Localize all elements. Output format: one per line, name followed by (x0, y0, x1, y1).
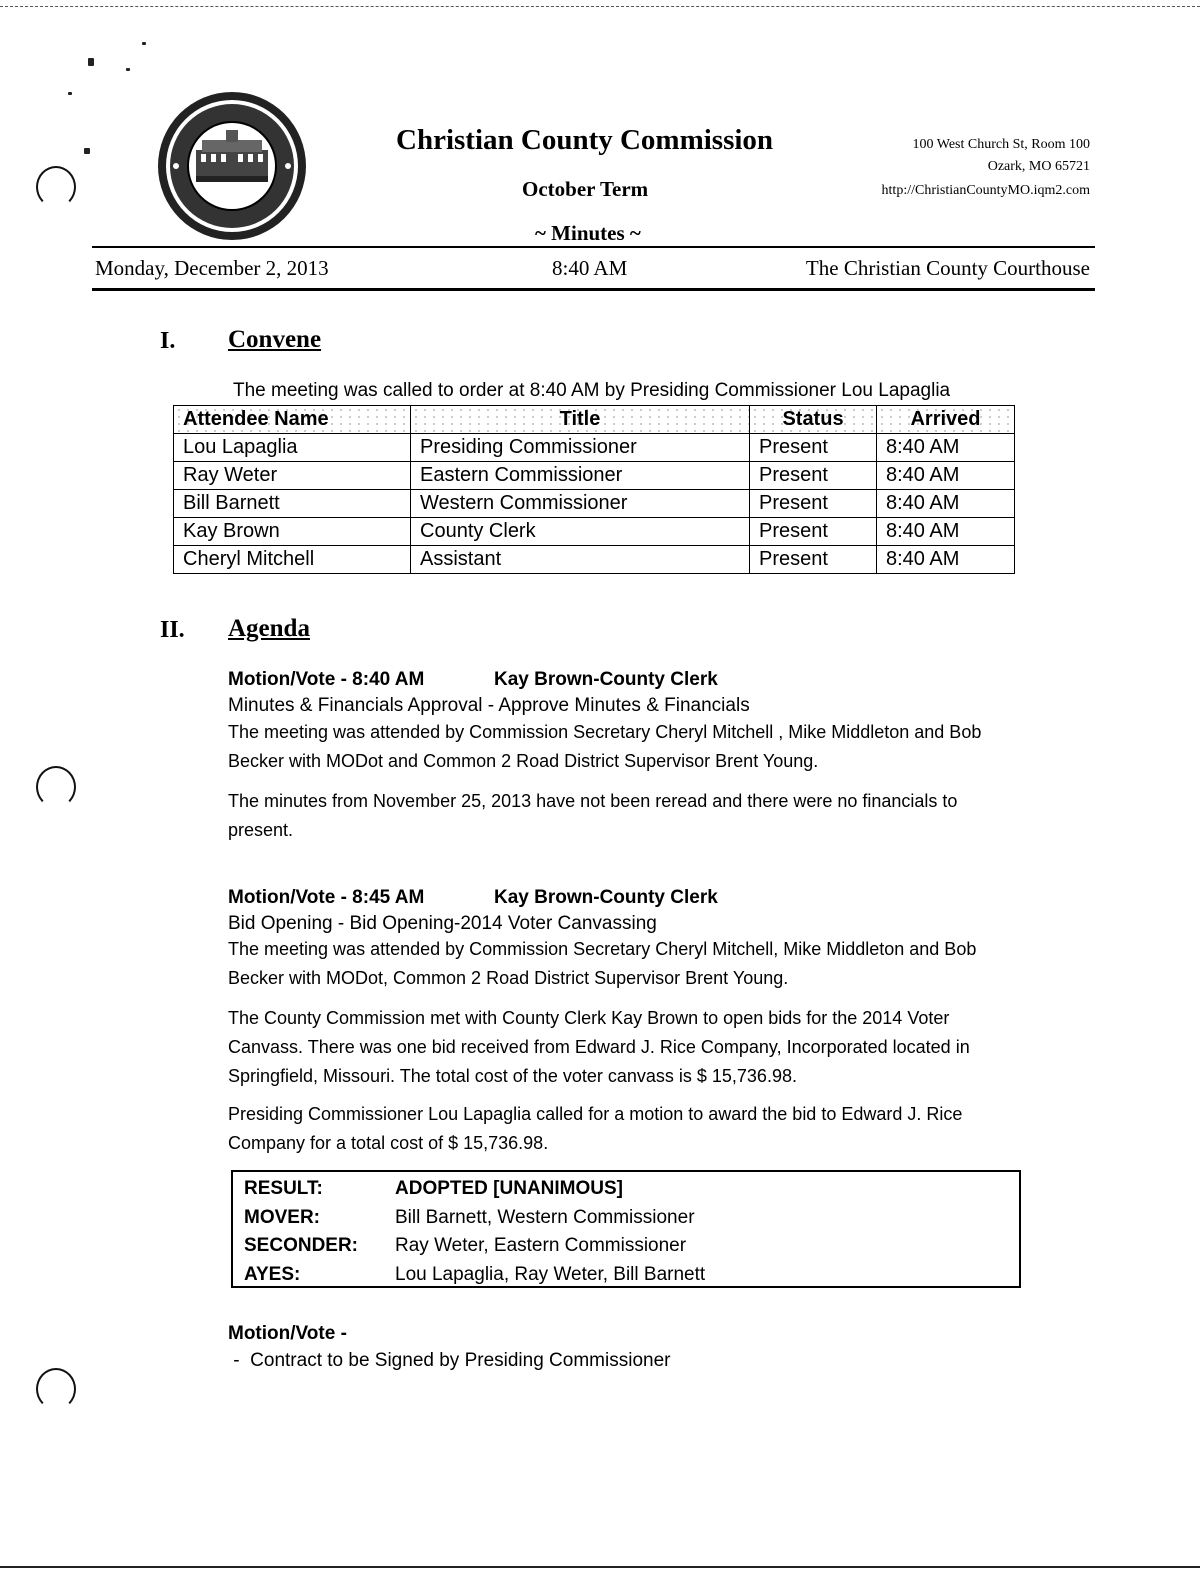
address-line-1: 100 West Church St, Room 100 (912, 137, 1090, 152)
vote-result-box (231, 1170, 1021, 1288)
motion-text: The minutes from November 25, 2013 have not been reread and there were no financials to (228, 791, 958, 811)
motion-text: The meeting was attended by Commission Secretary Cheryl Mitchell, Mike Middleton and Bob (228, 939, 977, 959)
motion-text: Becker with MODot and Common 2 Road District Supervisor Brent Young. (228, 751, 819, 771)
attendee-title: Western Commissioner (411, 490, 750, 518)
motion-heading: Motion/Vote - 8:45 AM (228, 887, 425, 908)
attendee-name: Lou Lapaglia (174, 434, 411, 462)
attendee-title: Presiding Commissioner (411, 434, 750, 462)
motion-subject: Bid Opening - Bid Opening-2014 Voter Canvassing (228, 913, 657, 934)
header-divider (92, 246, 1095, 248)
seconder-value: Ray Weter, Eastern Commissioner (395, 1235, 687, 1256)
motion-text: Presiding Commissioner Lou Lapaglia called for a motion to award the bid to Edward J. Rice (228, 1104, 963, 1124)
scan-bottom-edge (0, 1566, 1200, 1568)
attendee-name: Kay Brown (174, 518, 411, 546)
attendee-arrived: 8:40 AM (877, 546, 1015, 574)
header-divider (92, 288, 1095, 291)
attendee-name: Bill Barnett (174, 490, 411, 518)
result-value: ADOPTED [UNANIMOUS] (395, 1178, 623, 1199)
mover-value: Bill Barnett, Western Commissioner (395, 1207, 695, 1228)
motion-presenter: Kay Brown-County Clerk (494, 887, 718, 908)
table-row (174, 434, 1015, 462)
meeting-location: The Christian County Courthouse (805, 256, 1090, 280)
attendee-arrived: 8:40 AM (877, 462, 1015, 490)
punch-hole-mark (36, 1368, 76, 1410)
table-row (174, 518, 1015, 546)
motion-text: The County Commission met with County Clerk Kay Brown to open bids for the 2014 Voter (228, 1008, 950, 1028)
attendee-table (173, 405, 1015, 574)
meeting-time: 8:40 AM (552, 256, 628, 280)
scan-speck (68, 92, 72, 95)
seconder-label: SECONDER: (244, 1235, 359, 1256)
result-label: RESULT: (244, 1178, 323, 1199)
attendee-status: Present (750, 546, 877, 574)
attendee-arrived: 8:40 AM (877, 434, 1015, 462)
punch-hole-mark (36, 166, 76, 208)
table-row (174, 546, 1015, 574)
section-number: II. (160, 617, 185, 643)
column-header: Status (750, 406, 877, 434)
commission-title: Christian County Commission (396, 124, 774, 156)
motion-heading: Motion/Vote - (228, 1323, 347, 1344)
motion-text: The meeting was attended by Commission Secretary Cheryl Mitchell , Mike Middleton and Bob (228, 722, 982, 742)
motion-subject: - Contract to be Signed by Presiding Commissioner (228, 1350, 671, 1371)
scan-speck (84, 148, 90, 154)
attendee-name: Ray Weter (174, 462, 411, 490)
attendee-status: Present (750, 434, 877, 462)
scan-speck (126, 68, 130, 71)
attendee-title: Assistant (411, 546, 750, 574)
table-row (174, 490, 1015, 518)
attendee-title: Eastern Commissioner (411, 462, 750, 490)
table-row (174, 462, 1015, 490)
scan-top-edge (0, 6, 1200, 7)
section-number: I. (160, 328, 176, 354)
county-seal-logo (156, 90, 308, 242)
scan-speck (88, 58, 94, 66)
address-line-2: Ozark, MO 65721 (987, 159, 1090, 174)
scan-speck (142, 42, 146, 45)
convene-intro: The meeting was called to order at 8:40 AM by Presiding Commissioner Lou Lapaglia (233, 380, 951, 401)
column-header: Arrived (877, 406, 1015, 434)
motion-text: Company for a total cost of $ 15,736.98. (228, 1133, 549, 1153)
attendee-status: Present (750, 490, 877, 518)
ayes-label: AYES: (244, 1264, 301, 1285)
ayes-value: Lou Lapaglia, Ray Weter, Bill Barnett (395, 1264, 706, 1285)
motion-text: Canvass. There was one bid received from Edward J. Rice Company, Incorporated located in (228, 1037, 970, 1057)
motion-text: Becker with MODot, Common 2 Road District Supervisor Brent Young. (228, 968, 789, 988)
motion-text: present. (228, 820, 294, 840)
attendee-arrived: 8:40 AM (877, 490, 1015, 518)
attendee-status: Present (750, 462, 877, 490)
attendee-arrived: 8:40 AM (877, 518, 1015, 546)
column-header: Attendee Name (174, 406, 411, 434)
section-title-agenda: Agenda (228, 615, 310, 642)
motion-presenter: Kay Brown-County Clerk (494, 669, 718, 690)
minutes-label: ~ Minutes ~ (535, 221, 641, 245)
punch-hole-mark (36, 766, 76, 808)
motion-subject: Minutes & Financials Approval - Approve Minutes & Financials (228, 695, 750, 716)
motion-text: Springfield, Missouri. The total cost of the voter canvass is $ 15,736.98. (228, 1066, 797, 1086)
mover-label: MOVER: (244, 1207, 320, 1228)
attendee-status: Present (750, 518, 877, 546)
table-header-row (174, 406, 1015, 434)
motion-heading: Motion/Vote - 8:40 AM (228, 669, 425, 690)
attendee-name: Cheryl Mitchell (174, 546, 411, 574)
attendee-title: County Clerk (411, 518, 750, 546)
term-label: October Term (522, 177, 649, 201)
section-title-convene: Convene (228, 326, 322, 353)
website-link[interactable]: http://ChristianCountyMO.iqm2.com (881, 183, 1090, 198)
column-header: Title (411, 406, 750, 434)
meeting-date: Monday, December 2, 2013 (95, 256, 329, 280)
